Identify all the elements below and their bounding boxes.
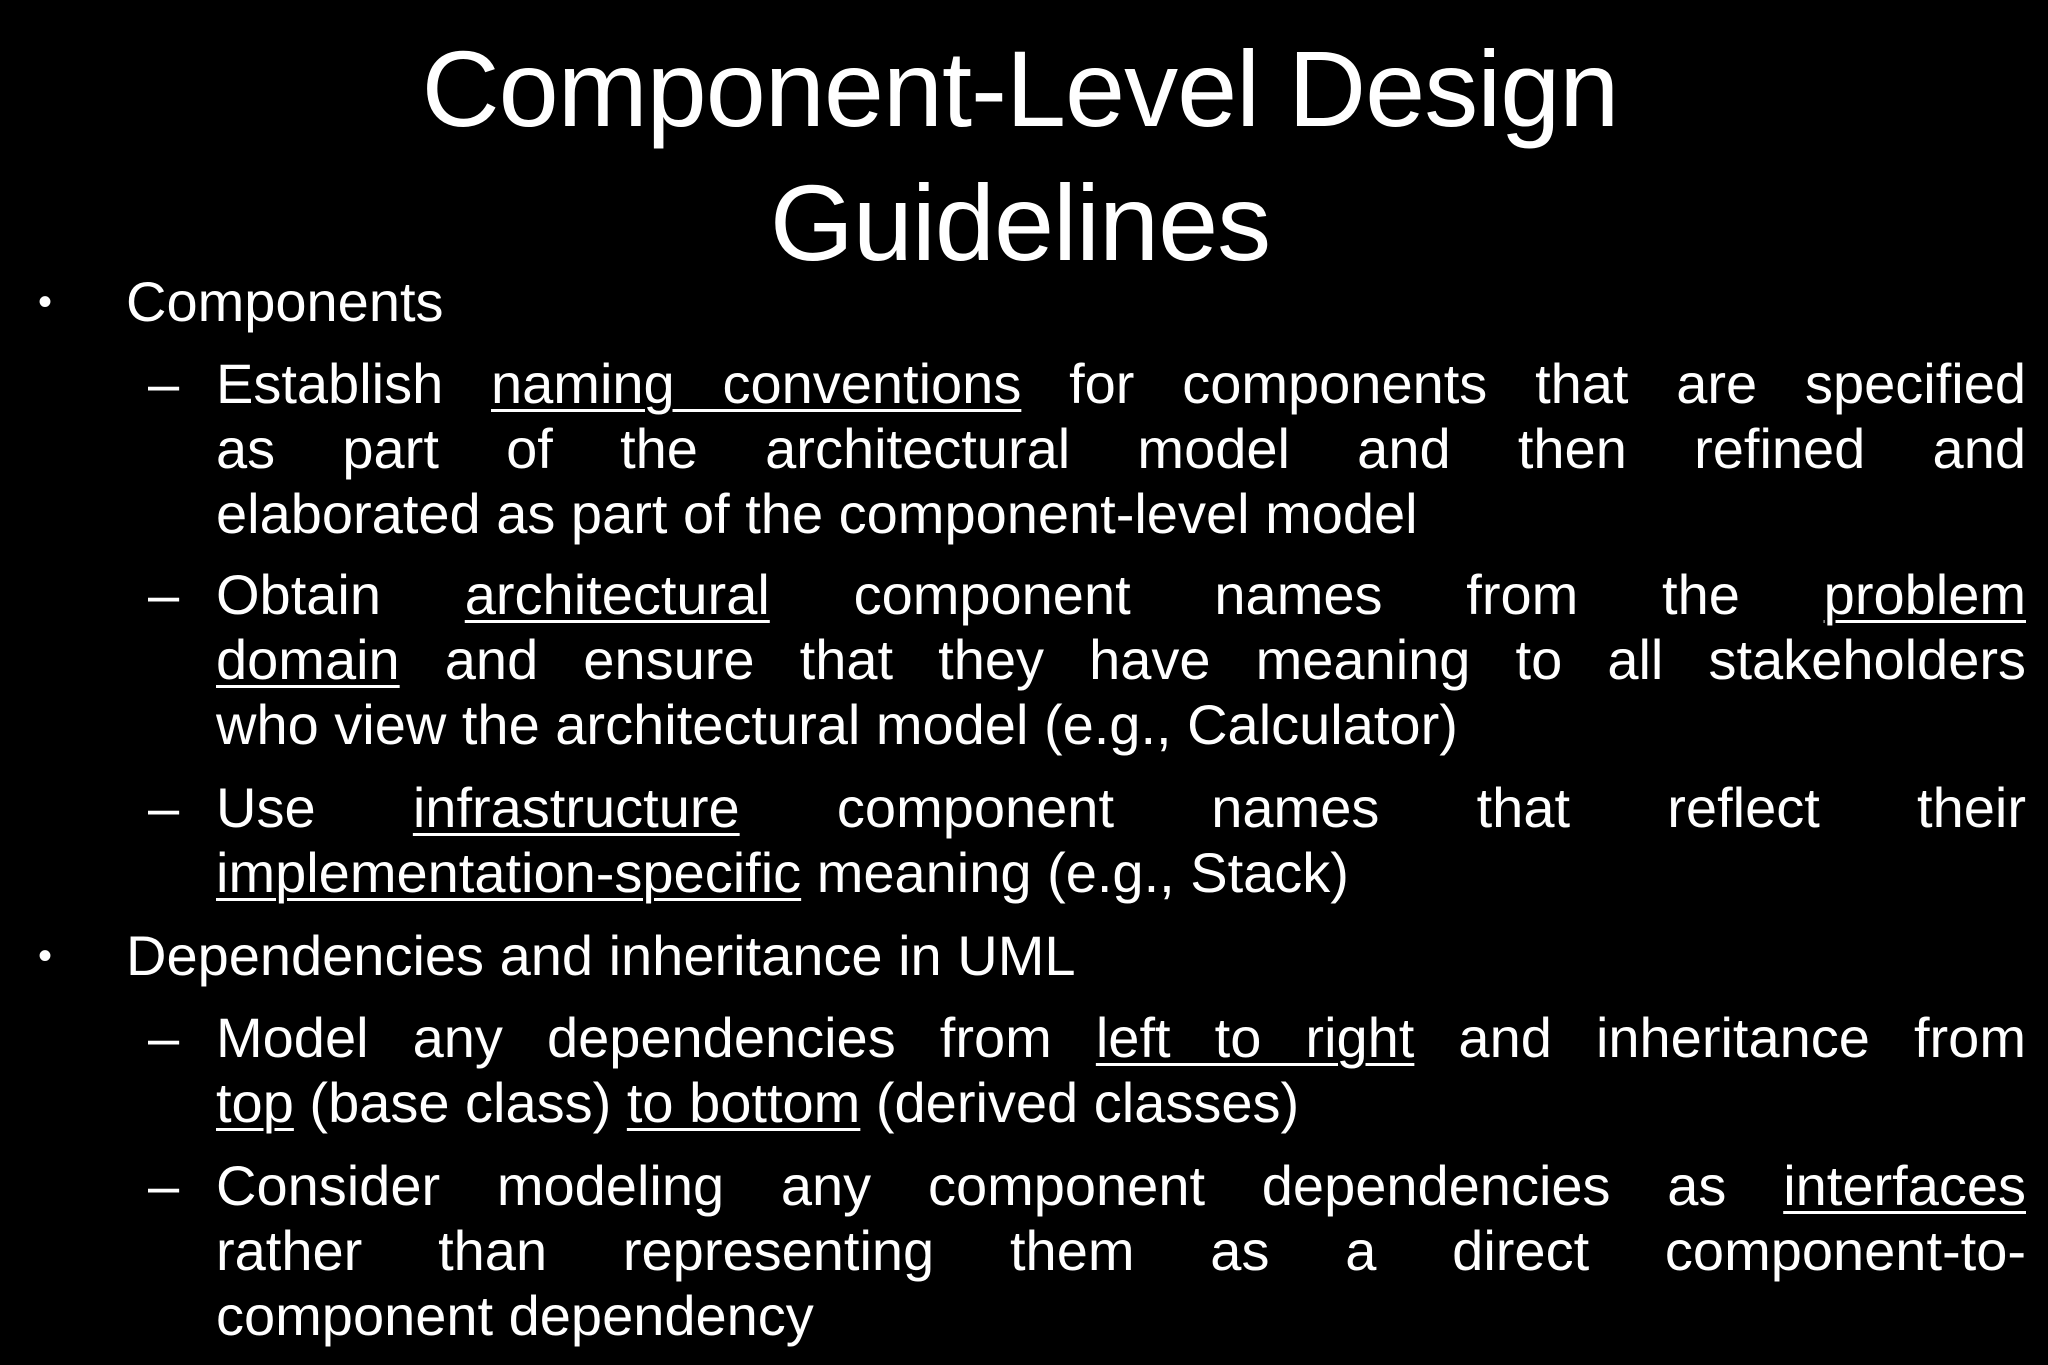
dash-marker: – [148, 776, 180, 839]
text-line: Obtain architectural component names from the problem [216, 563, 2026, 626]
slide-title-line-2: Guidelines [769, 162, 1271, 283]
slide-title-line-1: Component-Level Design [421, 28, 1619, 149]
dash-marker: – [148, 1154, 180, 1217]
text-line: implementation-specific meaning (e.g., Stack) [216, 841, 1349, 904]
underlined-term: domain [216, 628, 400, 691]
underlined-term: infrastructure [412, 776, 740, 839]
text-line: Consider modeling any component dependencies as interfaces [216, 1154, 2026, 1217]
bullet-text: Dependencies and inheritance in UML [126, 924, 1076, 987]
underlined-term: naming conventions [491, 352, 1022, 415]
text-line: who view the architectural model (e.g., Calculator) [216, 693, 1458, 756]
text-line: as part of the architectural model and then refined and [216, 417, 2026, 480]
sub-item-body [216, 351, 2026, 546]
slide-title [300, 22, 1740, 290]
text-line: Model any dependencies from left to right and inheritance from [216, 1006, 2026, 1069]
dash-marker: – [148, 1006, 180, 1069]
underlined-term: architectural [464, 563, 770, 626]
sub-item-body [216, 562, 2026, 757]
bullet-dot: • [38, 934, 53, 978]
text-line: domain and ensure that they have meaning to all stakeholders [216, 628, 2026, 691]
underlined-term: problem [1823, 563, 2026, 626]
bullet-text: Components [126, 270, 444, 333]
dash-marker: – [148, 563, 180, 626]
text-line: Establish naming conventions for components that are specified [216, 352, 2026, 415]
sub-item-body [216, 1005, 2026, 1135]
underlined-term: left to right [1095, 1006, 1415, 1069]
dash-marker: – [148, 352, 180, 415]
underlined-term: interfaces [1783, 1154, 2026, 1217]
text-line: Use infrastructure component names that reflect their [216, 776, 2026, 839]
sub-item-body [216, 775, 2026, 905]
underlined-term: implementation-specific [216, 841, 802, 904]
text-line: component dependency [216, 1284, 814, 1347]
text-line: top (base class) to bottom (derived classes) [216, 1071, 1300, 1134]
bullet-dot: • [38, 280, 53, 324]
text-line: rather than representing them as a direct component-to- [216, 1219, 2026, 1282]
underlined-term: to bottom [626, 1071, 861, 1134]
text-line: elaborated as part of the component-level model [216, 482, 1418, 545]
sub-item-body [216, 1153, 2026, 1348]
underlined-term: top [216, 1071, 294, 1134]
